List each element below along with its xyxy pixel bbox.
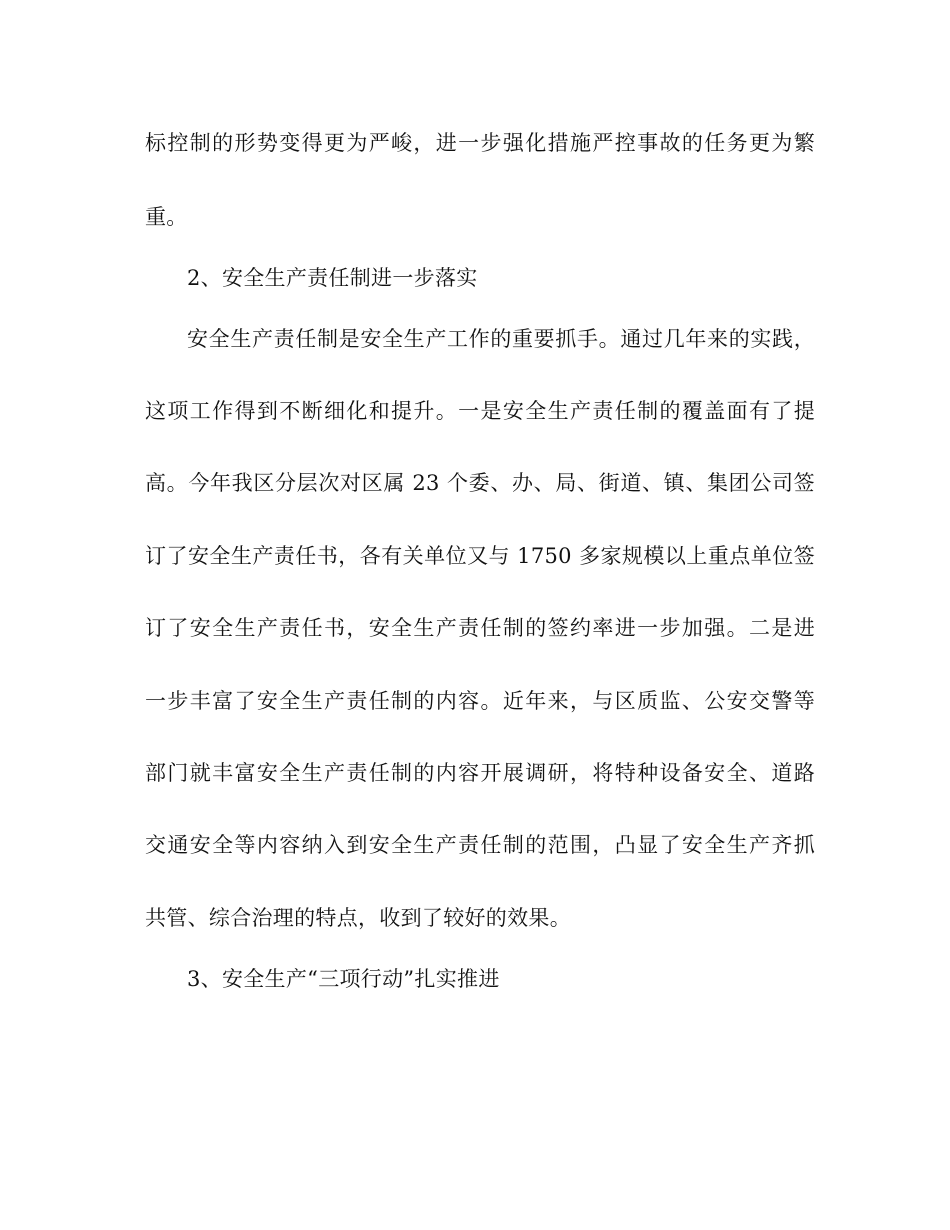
- paragraph-line: 订了安全生产责任书，安全生产责任制的签约率进一步加强。二是进: [145, 616, 815, 640]
- paragraph-line: 重。: [145, 205, 188, 229]
- paragraph-line: 一步丰富了安全生产责任制的内容。近年来，与区质监、公安交警等: [145, 689, 815, 713]
- paragraph-line: 订了安全生产责任书，各有关单位又与 1750 多家规模以上重点单位签: [145, 544, 815, 568]
- paragraph-line: 部门就丰富安全生产责任制的内容开展调研，将特种设备安全、道路: [145, 761, 815, 785]
- paragraph-line: 高。今年我区分层次对区属 23 个委、办、局、街道、镇、集团公司签: [145, 471, 815, 495]
- paragraph-line: 这项工作得到不断细化和提升。一是安全生产责任制的覆盖面有了提: [145, 399, 815, 423]
- paragraph-line: 标控制的形势变得更为严峻，进一步强化措施严控事故的任务更为繁: [145, 131, 815, 155]
- paragraph-line: 交通安全等内容纳入到安全生产责任制的范围，凸显了安全生产齐抓: [145, 833, 815, 857]
- paragraph-line: 安全生产责任制是安全生产工作的重要抓手。通过几年来的实践，: [187, 327, 815, 351]
- section-heading: 3、安全生产“三项行动”扎实推进: [187, 967, 500, 991]
- paragraph-line: 共管、综合治理的特点，收到了较好的效果。: [145, 906, 571, 930]
- section-heading: 2、安全生产责任制进一步落实: [187, 266, 478, 290]
